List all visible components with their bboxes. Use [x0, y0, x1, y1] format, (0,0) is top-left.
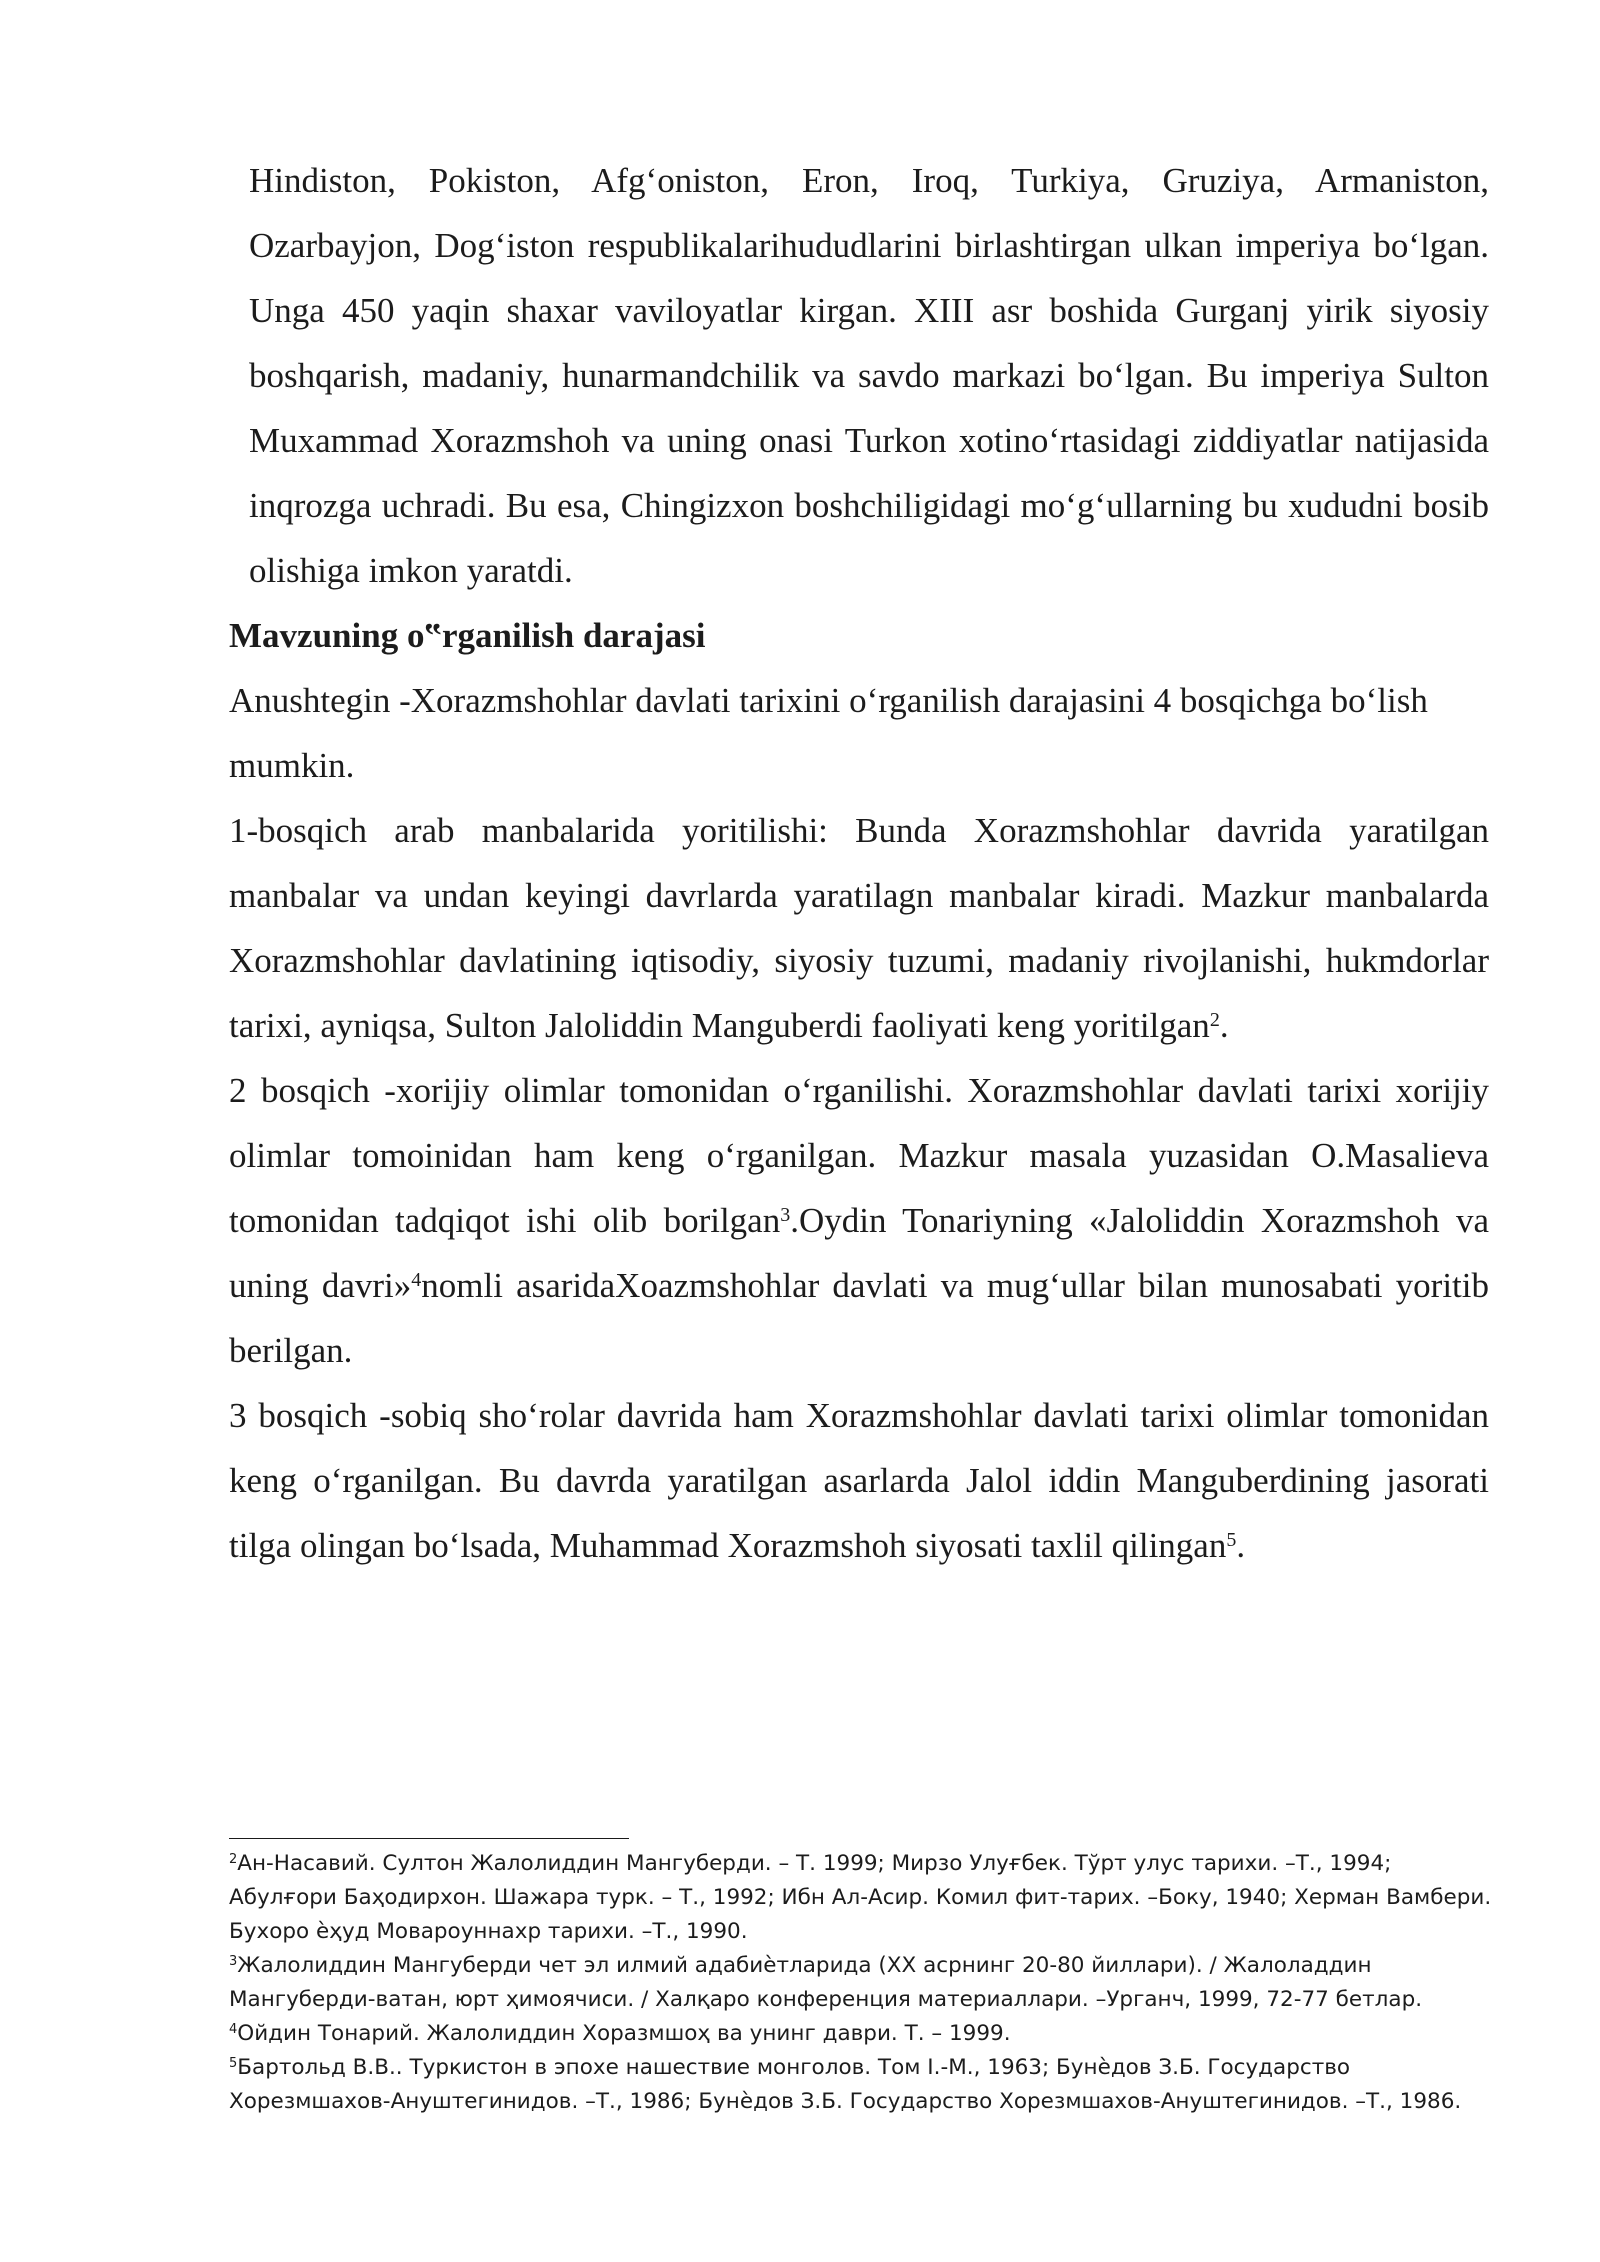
stage-2-text-c: nomli asaridaXoazmshohlar davlati va mug‘ullar bilan munosabati yoritib berilgan. — [229, 1266, 1489, 1370]
stage-2-text-b: .Oydin Tonariyning «Jaloliddin Xorazmshoh va uning davri» — [229, 1201, 1489, 1305]
footnote-text: Ан-Насавий. Султон Жалолиддин Мангуберди. – Т. 1999; Мирзо Улуғбек. Тўрт улус тарихи. –Т., 1994; Абулғори Баҳодирхон. Шажара турк. – Т., 1992; Ибн Ал-Асир. Комил фит-тарих. –Боку, 1940; Херман Вамбери. Бухоро ѐҳуд Мовароуннахр тарихи. –Т., 1990. — [229, 1851, 1492, 1944]
footnote-separator — [229, 1838, 629, 1839]
footnote-text: Бартольд В.В.. Туркистон в эпохе нашествие монголов. Том I.-М., 1963; Бунѐдов З.Б. Государство Хорезмшахов-Ануштегинидов. –Т., 1986; Бунѐдов З.Б. Государство Хорезмшахов-Ануштегинидов. –Т., 1986. — [229, 2055, 1462, 2114]
footnote-ref-3[interactable]: 3 — [780, 1204, 791, 1227]
footnote-3 — [229, 1949, 1499, 2017]
footnote-number: 2 — [229, 1851, 238, 1867]
paragraph-stage-2 — [229, 1058, 1489, 1383]
footnote-text: Ойдин Тонарий. Жалолиддин Хоразмшоҳ ва унинг даври. Т. – 1999. — [237, 2021, 1011, 2046]
stage-3-text: 3 bosqich -sobiq sho‘rolar davrida ham Xorazmshohlar davlati tarixi olimlar tomonidan keng o‘rganilgan. Bu davrda yaratilgan asarlarda Jalol iddin Manguberdining jasorati tilga olingan bo‘lsada, Muhammad Xorazmshoh siyosati taxlil qilingan — [229, 1396, 1489, 1565]
footnote-number: 3 — [229, 1953, 238, 1969]
footnote-text: Жалолиддин Мангуберди чет эл илмий адабиѐтларида (XX асрнинг 20-80 йиллари). / Жалоладдин Мангуберди-ватан, юрт ҳимоячиси. / Халқаро конференция материаллари. –Урганч, 1999, 72-77 бетлар. — [229, 1953, 1423, 2012]
stage-1-text: 1-bosqich arab manbalarida yoritilishi: Bunda Xorazmshohlar davrida yaratilgan manbalar va undan keyingi davrlarda yaratilagn manbalar kiradi. Mazkur manbalarda Xorazmshohlar davlatining iqtisodiy, siyosiy tuzumi, madaniy rivojlanishi, hukmdorlar tarixi, ayniqsa, Sulton Jaloliddin Manguberdi faoliyati keng yoritilgan — [229, 811, 1489, 1045]
footnote-2 — [229, 1847, 1499, 1949]
stage-1-end: . — [1219, 1006, 1229, 1045]
footnotes — [229, 1847, 1499, 2119]
footnote-5 — [229, 2051, 1499, 2119]
document-body — [229, 148, 1489, 1578]
paragraph-imperiya: Hindiston, Pokiston, Afg‘oniston, Eron, Iroq, Turkiya, Gruziya, Armaniston, Ozarbayjon, Dog‘iston respublikalarihududlarini birlashtirgan ulkan imperiya bo‘lgan. Unga 450 yaqin shaxar vaviloyatlar kirgan. XIII asr boshida Gurganj yirik siyosiy boshqarish, madaniy, hunarmandchilik va savdo markazi bo‘lgan. Bu imperiya Sulton Muxammad Xorazmshoh va uning onasi Turkon xotino‘rtasidagi ziddiyatlar natijasida inqrozga uchradi. Bu esa, Chingizxon boshchiligidagi mo‘g‘ullarning bu xududni bosib olishiga imkon yaratdi. — [249, 161, 1489, 590]
footnote-ref-4[interactable]: 4 — [411, 1269, 422, 1292]
footnote-number: 4 — [229, 2021, 238, 2037]
footnote-ref-5[interactable]: 5 — [1226, 1529, 1237, 1552]
section-heading: Mavzuning o‟rganilish darajasi — [229, 616, 706, 655]
stage-3-end: . — [1236, 1526, 1246, 1565]
stage-2-text-a: 2 bosqich -xorijiy olimlar tomonidan o‘rganilishi. Xorazmshohlar davlati tarixi xorijiy olimlar tomoinidan ham keng o‘rganilgan. Mazkur masala yuzasidan O.Masalieva tomonidan tadqiqot ishi olib borilgan — [229, 1071, 1489, 1240]
footnote-number: 5 — [229, 2055, 238, 2071]
footnote-4 — [229, 2017, 1499, 2051]
footnote-ref-2[interactable]: 2 — [1209, 1009, 1220, 1032]
paragraph-stage-3 — [229, 1383, 1489, 1578]
paragraph-intro: Anushtegin -Xorazmshohlar davlati tarixini o‘rganilish darajasini 4 bosqichga bo‘lish mumkin. — [229, 681, 1428, 785]
paragraph-stage-1 — [229, 798, 1489, 1058]
